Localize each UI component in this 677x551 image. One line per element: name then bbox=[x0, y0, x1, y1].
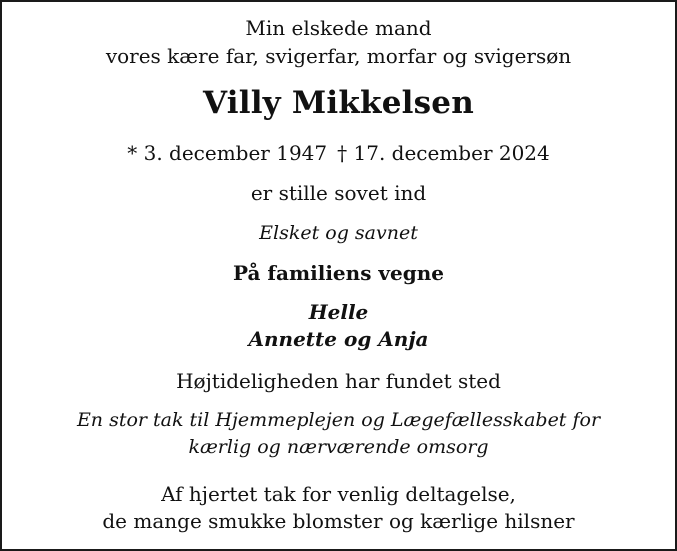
thanks-care-line-2: kærlig og nærværende omsorg bbox=[188, 436, 489, 458]
family-name-1: Helle bbox=[308, 300, 369, 324]
loved-text: Elsket og savnet bbox=[259, 222, 418, 244]
cross-icon: † bbox=[337, 141, 348, 165]
death-date: 17. december 2024 bbox=[353, 141, 550, 165]
birth-date: * 3. december 1947 bbox=[127, 141, 328, 165]
funeral-text: Højtideligheden har fundet sted bbox=[176, 369, 501, 393]
family-heading: På familiens vegne bbox=[232, 261, 445, 285]
intro-line-2: vores kære far, svigerfar, morfar og svigersøn bbox=[105, 44, 572, 68]
passing-text: er stille sovet ind bbox=[250, 181, 427, 205]
life-dates bbox=[2, 143, 675, 163]
thanks-general-line-1: Af hjertet tak for venlig deltagelse, bbox=[161, 482, 516, 506]
thanks-general-line-2: de mange smukke blomster og kærlige hilsner bbox=[102, 509, 575, 533]
thanks-care-line-1: En stor tak til Hjemmeplejen og Lægefællesskabet for bbox=[76, 409, 601, 431]
family-name-2: Annette og Anja bbox=[248, 327, 429, 351]
intro-line-1: Min elskede mand bbox=[245, 16, 432, 40]
deceased-name: Villy Mikkelsen bbox=[203, 85, 474, 121]
